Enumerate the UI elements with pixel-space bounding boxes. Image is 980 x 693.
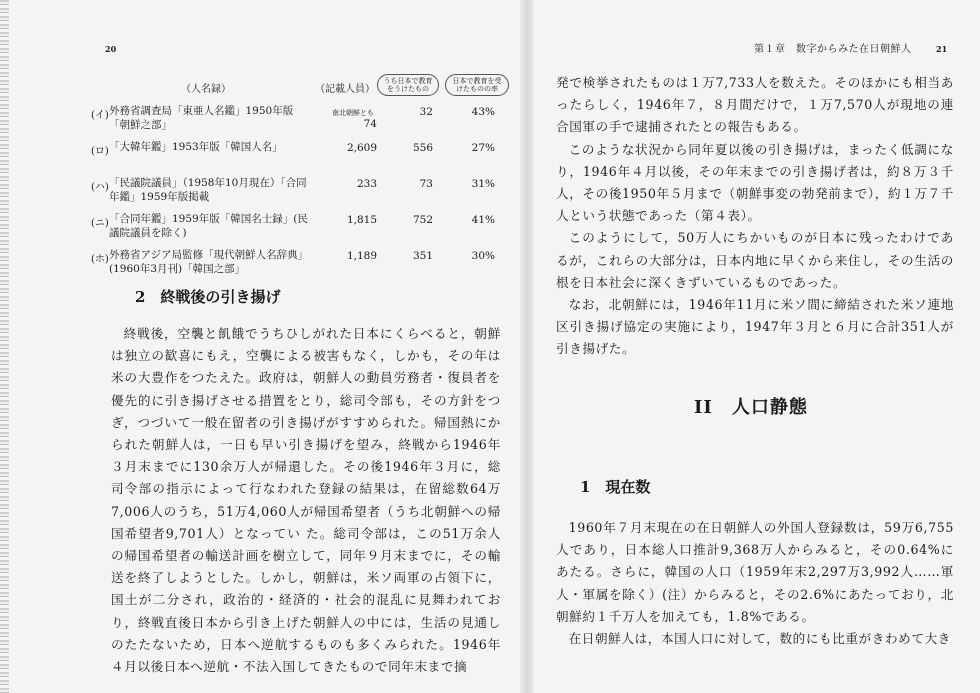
- section-heading-current-count: 1 現在数: [580, 478, 651, 496]
- paragraph: 発で検挙されたものは１万7,733人を数えた。そのほかにも相当あったらしく，1946年７，８月間だけで，１万7,570人が現地の連合国軍の手で逮捕されたとの報告もある。: [556, 75, 954, 135]
- row-count: 2,609: [346, 142, 377, 154]
- header-rate: 日本で教育を受けたものの率: [445, 74, 509, 96]
- row-count: 1,815: [346, 214, 377, 226]
- row-rate: 27%: [471, 142, 495, 154]
- row-rate: 31%: [471, 178, 495, 190]
- row-mark: (ホ): [91, 254, 109, 265]
- row-rate: 43%: [471, 106, 495, 118]
- row-mark: (ニ): [91, 218, 109, 229]
- paragraph: このような状況から同年夏以後の引き揚げは，まったく低調になり，1946年４月以後，その年末までの引き揚げ者は，約８万３千人，その後1950年５月まで（朝鮮事変の勃発前まで），約１万７千人という状態であった（第４表）。: [556, 141, 954, 224]
- row-educated: 752: [412, 214, 433, 226]
- chapter-heading-population: II 人口静態: [694, 397, 808, 418]
- paragraph: 在日朝鮮人は，本国人口に対して，数的にも比重がきわめて大き: [568, 631, 951, 647]
- row-count: 233: [356, 178, 377, 190]
- row-mark: (ロ): [91, 146, 109, 157]
- header-educated: うち日本で教育をうけたもの: [377, 74, 439, 96]
- row-rate: 30%: [471, 250, 495, 262]
- row-name: 外務省調査局「東亜人名鑑」1950年版「朝鮮之部」: [109, 105, 294, 131]
- row-note: 南北朝鮮とも: [332, 109, 374, 117]
- header-count: （記載人員）: [315, 84, 375, 95]
- row-name: 「大韓年鑑」1953年版「韓国人名」: [109, 141, 283, 153]
- body-text-right-bottom: [556, 517, 954, 650]
- personnel-table: [91, 72, 501, 284]
- row-count-value: 74: [363, 118, 377, 130]
- body-text-left: [111, 323, 501, 678]
- table-row: [91, 104, 501, 140]
- row-name: 「民議院議員」（1958年10月現在）「合同年鑑」1959年版掲載: [109, 177, 307, 203]
- paragraph: なお，北朝鮮には，1946年11月に米ソ間に締結された米ソ連地区引き揚げ協定の実施により，1947年３月と６月に合計351人が引き揚げた。: [556, 297, 954, 357]
- section-heading-repatriation: 2 終戦後の引き揚げ: [135, 288, 281, 306]
- table-row: [91, 176, 501, 212]
- row-mark: (イ): [91, 110, 109, 121]
- row-rate: 41%: [471, 214, 495, 226]
- table-row: [91, 140, 501, 176]
- row-count: [321, 106, 377, 130]
- page-gutter: [520, 0, 534, 693]
- page-number-left: 20: [105, 44, 117, 54]
- row-mark: (ハ): [91, 182, 109, 193]
- table-header: [91, 72, 501, 104]
- row-name: 「合同年鑑」1959年版「韓国名士録」(民議院議員を除く): [109, 213, 308, 239]
- row-educated: 556: [412, 142, 433, 154]
- row-educated: 73: [419, 178, 433, 190]
- table-row: [91, 212, 501, 248]
- row-educated: 32: [419, 106, 433, 118]
- binding-edge: [0, 0, 9, 693]
- row-count: 1,189: [346, 250, 377, 262]
- running-head: 第１章 数字からみた在日朝鮮人: [754, 44, 912, 55]
- page-number-right: 21: [936, 44, 948, 54]
- left-page: [9, 0, 520, 693]
- paragraph: 終戦後，空襲と飢餓でうちひしがれた日本にくらべると，朝鮮は独立の歓喜にもえ，空襲による被害もなく，しかも，その年は米の大豊作をつたえた。政府は，朝鮮人の動員労務者・復員者を優先的に引き揚げさせる措置をとり，総司令部も，その方針をつぎ，つづいて一般在留者の引き揚げがすすめられた。帰国熱にかられた朝鮮人は，一日も早い引き揚げを望み，終戦から1946年３月末までに130余万人が帰還した。その後1946年３月に，総司令部の指示によって行なわれた登録の結果は，在留総数64万7,006人のうち，51万4,060人が帰国希望者（うち北朝鮮への帰国希望者9,701人）となってい た。総司令部は，この51万余人の帰国希望者の輸送計画を樹立して，同年９月末までに，その輸送を終了しようとした。しかし，朝鮮は，米ソ両軍の占領下に，国土が二分され，政治的・経済的・社会的混乱に見舞われており，終戦直後日本から引き上げた朝鮮人の中には，生活の見通しのたたないため，日本へ逆航するものも多くみられた。1946年４月以後日本へ逆航・不法入国してきたもので同年末まで摘: [111, 326, 501, 675]
- paragraph: 1960年７月末現在の在日朝鮮人の外国人登録数は，59万6,755人であり，日本総人口推計9,368万人からみると，その0.64%にあたる。さらに，韓国の人口（1959年末2,297万3,992人……軍人・軍属を除く）(注）からみると，その2.6%にあたっており，北朝鮮約１千万人を加えても，1.8%である。: [556, 520, 954, 624]
- table-row: [91, 248, 501, 284]
- header-directory: （人名録）: [181, 84, 231, 95]
- body-text-right-top: [556, 72, 954, 361]
- paragraph: このようにして，50万人にちかいものが日本に残ったわけであるが，これらの大部分は，日本内地に早くから来住し，その生活の根を日本社会に深くきずいているものであった。: [556, 230, 954, 290]
- right-page: [534, 0, 980, 693]
- row-educated: 351: [412, 250, 433, 262]
- row-name: 外務省アジア局監修「現代朝鮮人名辞典」(1960年3月刊)「韓国之部」: [109, 249, 309, 275]
